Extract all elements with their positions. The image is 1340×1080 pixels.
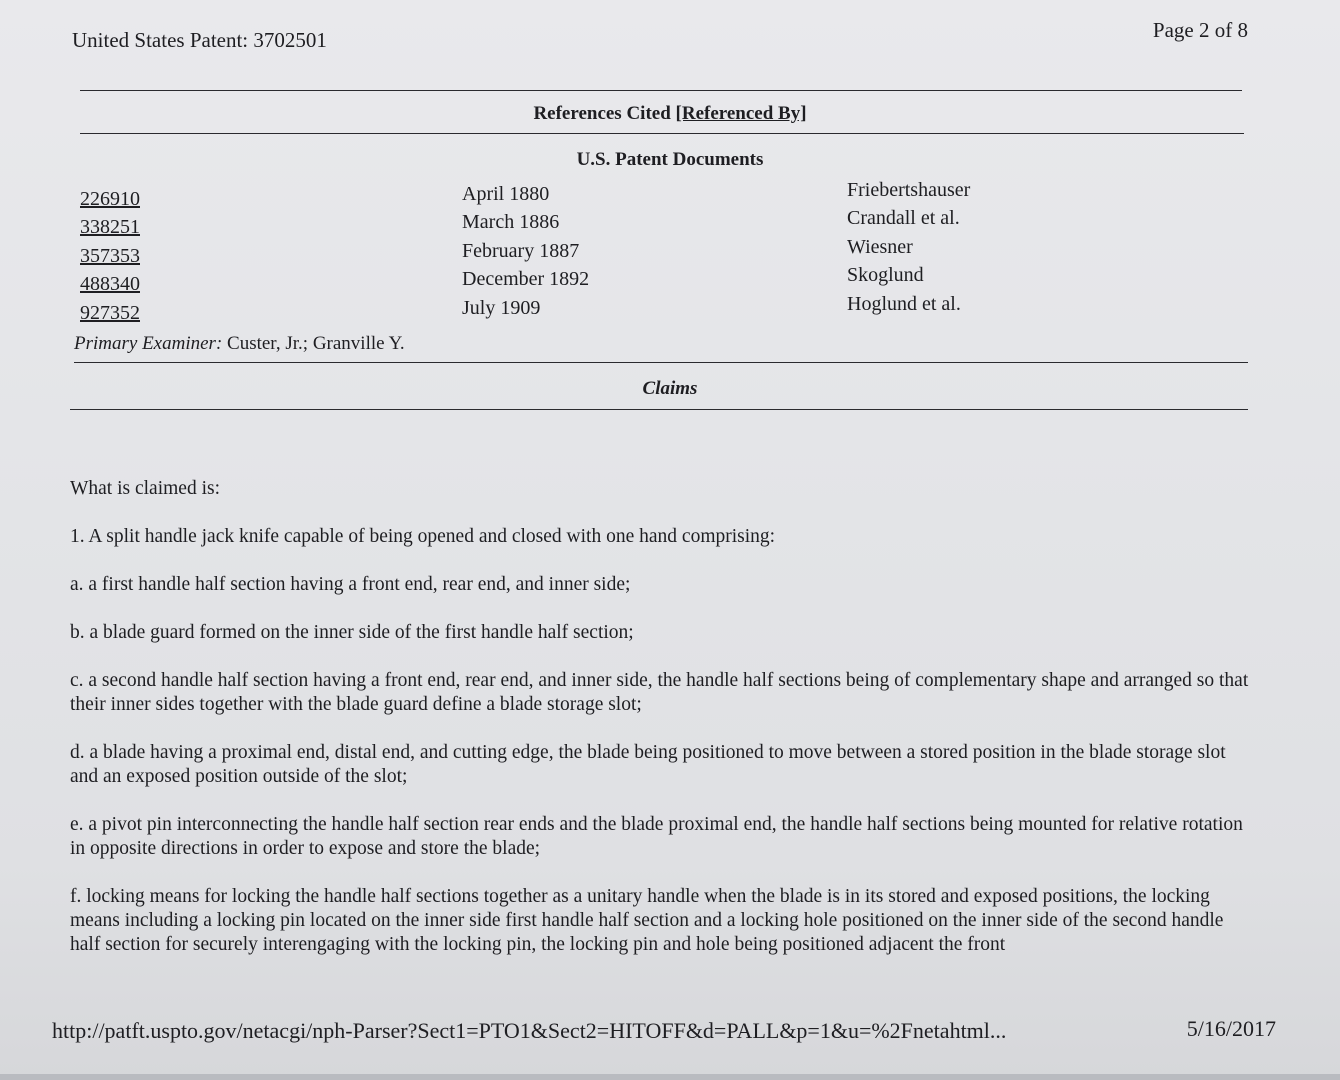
reference-inventor: Hoglund et al. <box>847 293 961 315</box>
us-patent-documents-heading: U.S. Patent Documents <box>576 149 764 170</box>
paper-edge <box>0 1074 1340 1080</box>
table-row <box>0 264 1340 301</box>
reference-patent-link[interactable]: 338251 <box>80 216 140 238</box>
claim-item: f. locking means for locking the handle half sections together as a unitary handle when the blade is in its stored and exposed positions, the locking means including a locking pin located on the inner side first handle half section and a locking hole positioned on the inner side of the second handle half section for securely interengaging with the locking pin, the locking pin and hole being positioned adjacent the front <box>70 886 1224 955</box>
references-cited-title: References Cited <box>533 103 671 124</box>
reference-patent-link[interactable]: 488340 <box>80 273 140 295</box>
page-number: Page 2 of 8 <box>1152 18 1248 42</box>
table-row <box>0 293 1340 330</box>
table-row <box>0 179 1340 216</box>
reference-date: April 1880 <box>462 183 550 205</box>
patent-number-header: United States Patent: 3702501 <box>72 28 327 52</box>
primary-examiner <box>74 333 405 355</box>
claims-body <box>70 477 1255 981</box>
reference-date: March 1886 <box>462 211 560 233</box>
divider <box>74 362 1248 363</box>
referenced-by-link[interactable]: [Referenced By] <box>675 103 807 124</box>
reference-patent-link[interactable]: 357353 <box>80 245 140 267</box>
table-row <box>0 236 1340 273</box>
footer-date: 5/16/2017 <box>1186 1016 1276 1041</box>
reference-inventor: Skoglund <box>847 264 924 286</box>
reference-inventor: Friebertshauser <box>847 179 971 201</box>
claims-heading: Claims <box>642 378 698 399</box>
references-cited-heading <box>0 103 1340 125</box>
reference-date: July 1909 <box>462 297 541 319</box>
divider <box>80 90 1242 91</box>
reference-inventor: Crandall et al. <box>847 207 960 229</box>
claim-item: 1. A split handle jack knife capable of being opened and closed with one hand comprising: <box>70 526 776 547</box>
table-row <box>0 207 1340 244</box>
reference-patent-link[interactable]: 927352 <box>80 302 140 324</box>
divider <box>80 133 1244 134</box>
reference-patent-link[interactable]: 226910 <box>80 188 140 210</box>
reference-date: December 1892 <box>462 268 590 290</box>
footer-url: http://patft.uspto.gov/netacgi/nph-Parser?Sect1=PTO1&Sect2=HITOFF&d=PALL&p=1&u=%2Fnetahtml... <box>52 1018 1007 1043</box>
divider <box>70 409 1248 410</box>
claim-item: e. a pivot pin interconnecting the handle half section rear ends and the blade proximal end, the handle half sections being mounted for relative rotation in opposite directions in order to expose and store the blade; <box>70 814 1243 859</box>
claim-item: c. a second handle half section having a front end, rear end, and inner side, the handle half sections being of complementary shape and arranged so that their inner sides together with the blade guard define a blade storage slot; <box>70 670 1249 715</box>
primary-examiner-label: Primary Examiner: <box>74 333 223 354</box>
reference-date: February 1887 <box>462 240 580 262</box>
claim-item: d. a blade having a proximal end, distal end, and cutting edge, the blade being positioned to move between a stored position in the blade storage slot and an exposed position outside of the slot; <box>70 742 1226 787</box>
claim-item: a. a first handle half section having a front end, rear end, and inner side; <box>70 574 631 595</box>
claim-item: b. a blade guard formed on the inner side of the first handle half section; <box>70 622 634 643</box>
claims-intro: What is claimed is: <box>70 478 221 499</box>
reference-inventor: Wiesner <box>847 236 913 258</box>
primary-examiner-name: Custer, Jr.; Granville Y. <box>227 333 405 354</box>
